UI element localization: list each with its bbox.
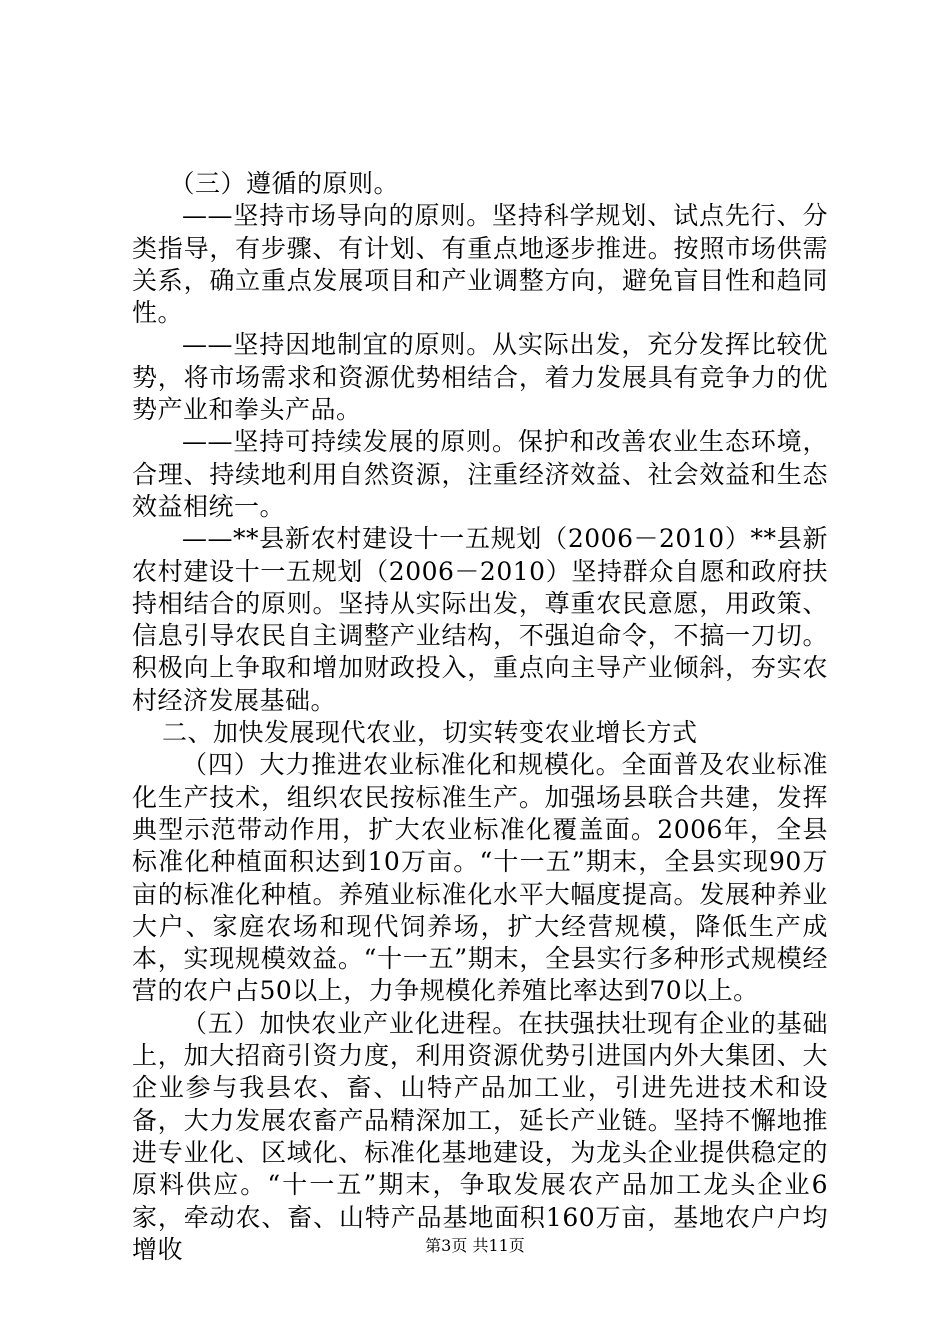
page-footer: 第3页 共11页 xyxy=(425,1236,525,1255)
paragraph-local-principle: ——坚持因地制宜的原则。从实际出发，充分发挥比较优势，将市场需求和资源优势相结合，着力发展具有竞争力的优势产业和拳头产品。 xyxy=(132,330,828,425)
paragraph-voluntary-principle: ——**县新农村建设十一五规划（2006－2010）**县新农村建设十一五规划（2006－2010）坚持群众自愿和政府扶持相结合的原则。坚持从实际出发，尊重农民意愿，用政策、信息引导农民自主调整产业结构，不强迫命令，不搞一刀切。积极向上争取和增加财政投入，重点向主导产业倾斜，夯实农村经济发展基础。 xyxy=(132,524,828,715)
paragraph-sustainable-principle: ——坚持可持续发展的原则。保护和改善农业生态环境，合理、持续地利用自然资源，注重经济效益、社会效益和生态效益相统一。 xyxy=(132,427,828,521)
paragraph-standardization: （四）大力推进农业标准化和规模化。全面普及农业标准化生产技术，组织农民按标准生产。加强场县联合共建，发挥典型示范带动作用，扩大农业标准化覆盖面。2006年，全县标准化种植面积达到10万亩。“十一五”期末，全县实现90万亩的标准化种植。养殖业标准化水平大幅度提高。发展种养业大户、家庭农场和现代饲养场，扩大经营规模，降低生产成本，实现规模效益。“十一五”期末，全县实行多种形式规模经营的农户占50以上，力争规模化养殖比率达到70以上。 xyxy=(132,750,828,1006)
paragraph-market-principle: ——坚持市场导向的原则。坚持科学规划、试点先行、分类指导，有步骤、有计划、有重点地逐步推进。按照市场供需关系，确立重点发展项目和产业调整方向，避免盲目性和趋同性。 xyxy=(132,201,828,328)
document-body xyxy=(132,168,828,1266)
section-title: 二、加快发展现代农业，切实转变农业增长方式 xyxy=(162,718,698,748)
paragraph-industrialization: （五）加快农业产业化进程。在扶强扶壮现有企业的基础上，加大招商引资力度，利用资源优势引进国内外大集团、大企业参与我县农、畜、山特产品加工业，引进先进技术和设备，大力发展农畜产品精深加工，延长产业链。坚持不懈地推进专业化、区域化、标准化基地建设，为龙头企业提供稳定的原料供应。“十一五”期末，争取发展农产品加工龙头企业6家，牵动农、畜、山特产品基地面积160万亩，基地农户户均增收 xyxy=(132,1008,828,1264)
subsection-heading: （三）遵循的原则。 xyxy=(169,169,400,198)
